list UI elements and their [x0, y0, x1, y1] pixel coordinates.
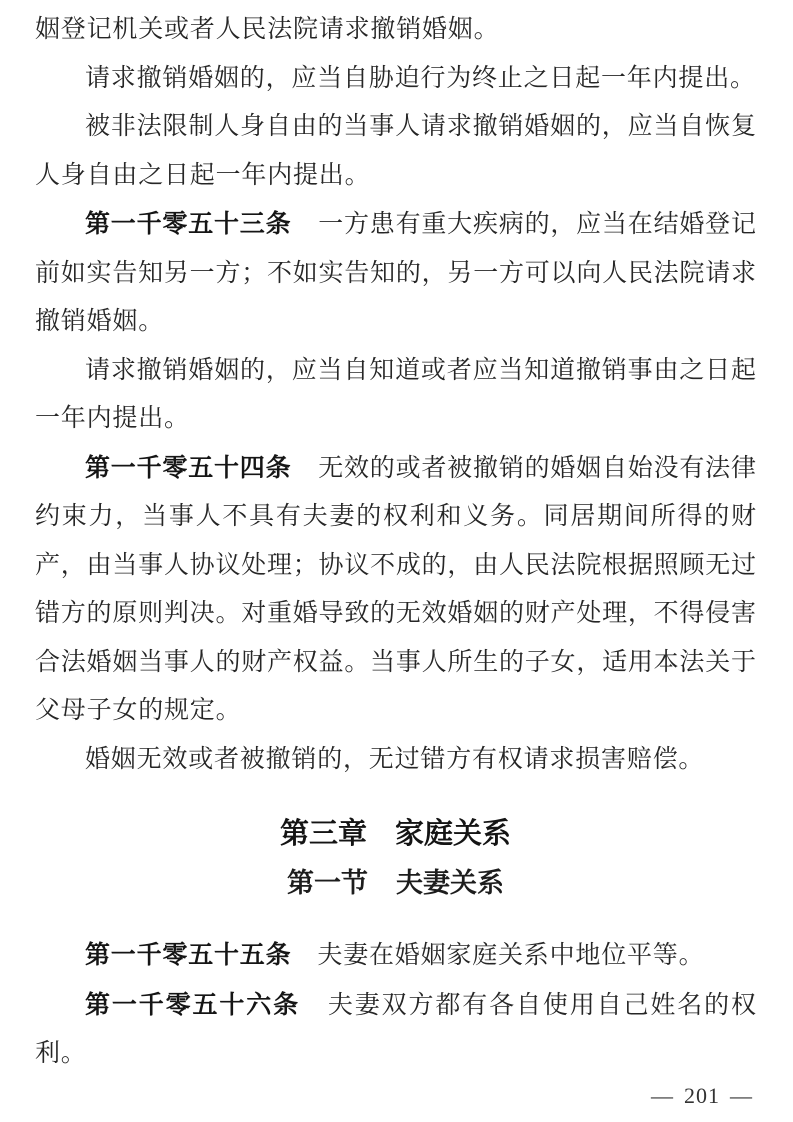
body-line	[35, 444, 756, 494]
paragraph	[35, 6, 756, 55]
article-text: 夫妻在婚姻家庭关系中地位平等。	[317, 942, 705, 969]
footer-left-dash: —	[651, 1083, 674, 1108]
body-line: 请求撤销婚姻的，应当自知道或者应当知道撤销事由之日起	[85, 356, 756, 384]
body-line: 人身自由之日起一年内提出。	[35, 161, 371, 189]
article-number: 第一千零五十四条	[85, 453, 292, 482]
body-line: 前如实告知另一方；不如实告知的，另一方可以向人民法院请求	[35, 259, 756, 287]
section-heading	[35, 859, 756, 908]
section-title: 夫妻关系	[396, 867, 504, 898]
body-line: 利。	[35, 1040, 87, 1067]
body-line: 婚姻无效或者被撤销的，无过错方有权请求损害赔偿。	[85, 745, 705, 773]
footer-right-dash: —	[730, 1083, 753, 1108]
chapter-number: 第三章	[279, 818, 367, 850]
chapter-title: 家庭关系	[395, 818, 512, 850]
paragraph	[35, 103, 756, 200]
body-line: 姻登记机关或者人民法院请求撤销婚姻。	[35, 16, 500, 43]
page-body	[35, 6, 756, 1079]
article-paragraph	[35, 444, 756, 736]
body-line	[35, 200, 756, 250]
article-number: 第一千零五十五条	[85, 941, 292, 969]
article-text: 一方患有重大疾病的，应当在结婚登记	[317, 211, 756, 238]
body-line: 一年内提出。	[35, 405, 190, 432]
article-paragraph	[35, 200, 756, 347]
page-number: 201	[684, 1083, 720, 1108]
article-text: 无效的或者被撤销的婚姻自始没有法律	[317, 454, 756, 482]
article-paragraph	[35, 931, 756, 981]
body-line: 被非法限制人身自由的当事人请求撤销婚姻的，应当自恢复	[85, 113, 756, 140]
article-number: 第一千零五十三条	[85, 210, 292, 238]
chapter-heading	[35, 810, 756, 859]
body-line: 产，由当事人协议处理；协议不成的，由人民法院根据照顾无过	[35, 551, 756, 579]
body-line	[35, 931, 756, 981]
page-number-footer	[641, 1083, 763, 1109]
body-line: 请求撤销婚姻的，应当自胁迫行为终止之日起一年内提出。	[85, 64, 756, 92]
body-line: 撤销婚姻。	[35, 308, 165, 335]
article-text: 夫妻双方都有各自使用自己姓名的权	[326, 991, 756, 1019]
section-number: 第一节	[287, 867, 368, 898]
body-line	[35, 981, 756, 1031]
body-line: 错方的原则判决。对重婚导致的无效婚姻的财产处理，不得侵害	[35, 600, 756, 627]
body-line: 父母子女的规定。	[35, 697, 242, 724]
article-paragraph	[35, 981, 756, 1079]
paragraph	[35, 736, 756, 785]
paragraph	[35, 55, 756, 104]
body-line: 合法婚姻当事人的财产权益。当事人所生的子女，适用本法关于	[35, 648, 756, 676]
article-number: 第一千零五十六条	[85, 990, 300, 1019]
body-line: 约束力，当事人不具有夫妻的权利和义务。同居期间所得的财	[35, 503, 756, 530]
paragraph	[35, 347, 756, 444]
